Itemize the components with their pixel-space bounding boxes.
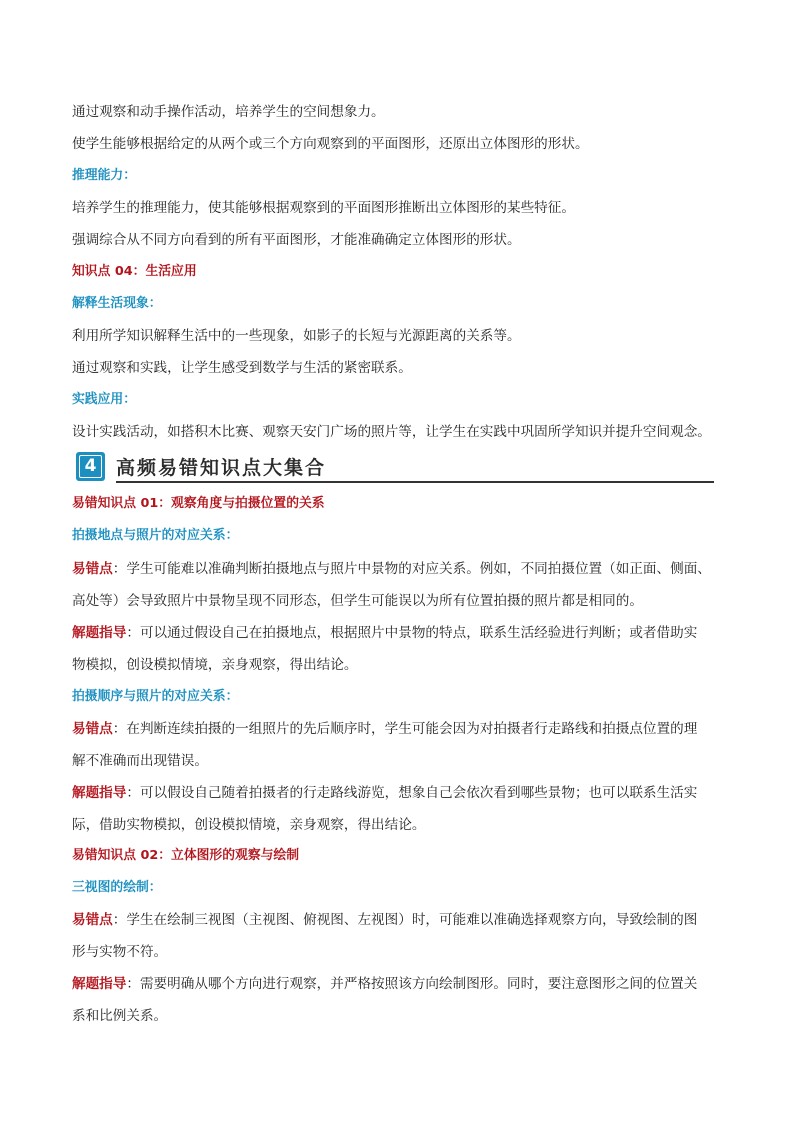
subheading-practice: 实践应用： bbox=[72, 392, 136, 407]
text: ：可以通过假设自己在拍摄地点，根据照片中景物的特点，联系生活经验进行判断；或者借助实 bbox=[126, 625, 698, 641]
paragraph bbox=[72, 911, 732, 929]
paragraph: 通过观察和动手操作活动，培养学生的空间想象力。 bbox=[72, 104, 385, 120]
subheading-reasoning: 推理能力： bbox=[72, 168, 136, 183]
section-number-badge bbox=[76, 452, 105, 481]
paragraph: 强调综合从不同方向看到的所有平面图形，才能准确确定立体图形的形状。 bbox=[72, 232, 521, 248]
guide-label: 解题指导 bbox=[72, 625, 127, 641]
text: ：在判断连续拍摄的一组照片的先后顺序时，学生可能会因为对拍摄者行走路线和拍摄点位置的理 bbox=[112, 721, 698, 737]
paragraph bbox=[72, 624, 732, 642]
error-label: 易错点 bbox=[72, 912, 113, 928]
text: ：学生在绘制三视图（主视图、俯视图、左视图）时，可能难以准确选择观察方向，导致绘制的图 bbox=[112, 912, 698, 928]
subheading: 三视图的绘制： bbox=[72, 880, 162, 895]
text: ：学生可能难以准确判断拍摄地点与照片中景物的对应关系。例如，不同拍摄位置（如正面、侧面、 bbox=[112, 561, 711, 577]
section-number: 4 bbox=[79, 455, 102, 478]
paragraph: 使学生能够根据给定的从两个或三个方向观察到的平面图形，还原出立体图形的形状。 bbox=[72, 136, 589, 152]
guide-label: 解题指导 bbox=[72, 785, 127, 801]
paragraph: 系和比例关系。 bbox=[72, 1008, 168, 1024]
subheading: 拍摄顺序与照片的对应关系： bbox=[72, 689, 239, 704]
paragraph: 利用所学知识解释生活中的一些现象，如影子的长短与光源距离的关系等。 bbox=[72, 328, 521, 344]
subheading: 拍摄地点与照片的对应关系： bbox=[72, 528, 239, 543]
paragraph bbox=[72, 975, 732, 993]
section-title: 高频易错知识点大集合 bbox=[116, 457, 327, 479]
paragraph: 形与实物不符。 bbox=[72, 944, 168, 960]
paragraph: 际，借助实物模拟，创设模拟情境，亲身观察，得出结论。 bbox=[72, 817, 426, 833]
paragraph: 物模拟，创设模拟情境，亲身观察，得出结论。 bbox=[72, 657, 358, 673]
guide-label: 解题指导 bbox=[72, 976, 127, 992]
paragraph: 设计实践活动，如搭积木比赛、观察天安门广场的照片等，让学生在实践中巩固所学知识并提升空间观念。 bbox=[72, 424, 711, 440]
paragraph bbox=[72, 720, 732, 738]
paragraph: 解不准确而出现错误。 bbox=[72, 753, 208, 769]
paragraph: 通过观察和实践，让学生感受到数学与生活的紧密联系。 bbox=[72, 360, 412, 376]
error-point-heading: 易错知识点 02：立体图形的观察与绘制 bbox=[72, 848, 300, 863]
paragraph: 高处等）会导致照片中景物呈现不同形态，但学生可能误以为所有位置拍摄的照片都是相同的。 bbox=[72, 593, 643, 609]
error-label: 易错点 bbox=[72, 561, 113, 577]
knowledge-point-heading: 知识点 04：生活应用 bbox=[72, 264, 197, 279]
paragraph bbox=[72, 560, 732, 578]
subheading-explain: 解释生活现象： bbox=[72, 296, 162, 311]
paragraph: 培养学生的推理能力，使其能够根据观察到的平面图形推断出立体图形的某些特征。 bbox=[72, 200, 575, 216]
section-underline bbox=[116, 481, 714, 483]
error-point-heading: 易错知识点 01：观察角度与拍摄位置的关系 bbox=[72, 496, 325, 511]
section-header bbox=[76, 451, 716, 485]
text: ：需要明确从哪个方向进行观察，并严格按照该方向绘制图形。同时，要注意图形之间的位置关 bbox=[126, 976, 698, 992]
paragraph bbox=[72, 784, 732, 802]
error-label: 易错点 bbox=[72, 721, 113, 737]
text: ：可以假设自己随着拍摄者的行走路线游览，想象自己会依次看到哪些景物；也可以联系生活实 bbox=[126, 785, 698, 801]
